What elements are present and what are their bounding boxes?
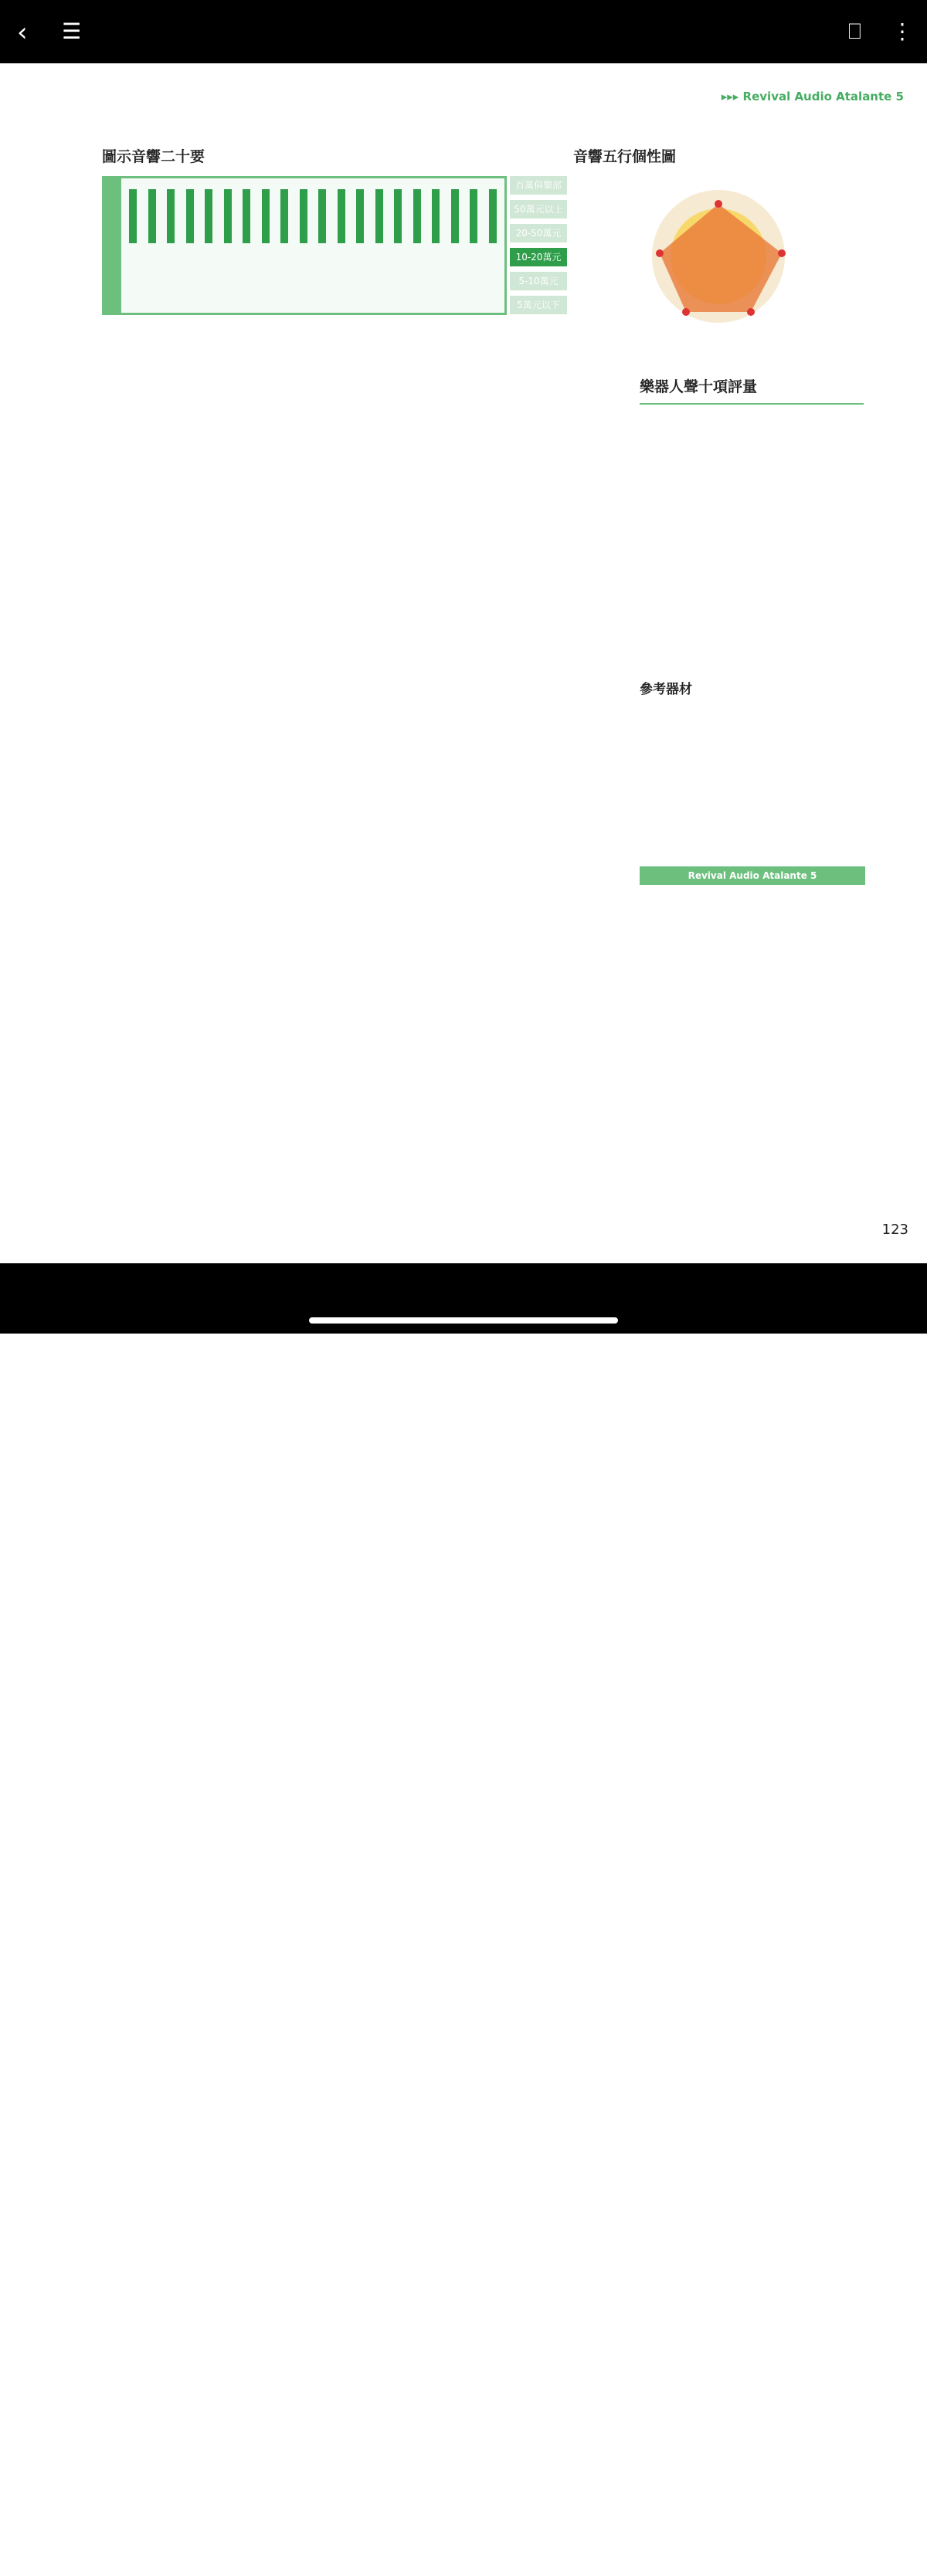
graph-bar	[129, 189, 137, 243]
refs-title: 參考器材	[640, 682, 692, 697]
spec-title: Revival Audio Atalante 5	[640, 867, 864, 884]
graph-bar	[186, 189, 194, 243]
graph-bar	[470, 189, 477, 243]
graph-bar	[167, 189, 175, 243]
watermark: 耳机俱乐部论坛	[833, 2563, 908, 2575]
radar-title: 音響五行個性圖	[573, 148, 677, 165]
top-bar	[0, 0, 927, 63]
graph-bar	[280, 189, 288, 243]
graph-bar	[375, 189, 383, 243]
graph-bar	[318, 189, 326, 243]
price-level: 百萬俱樂部	[510, 176, 567, 195]
graph-bar	[300, 189, 307, 243]
graph-bar	[148, 189, 156, 243]
graph-bar	[205, 189, 212, 243]
menu-icon[interactable]: ☰	[62, 19, 82, 44]
twenty-points-graph	[102, 176, 507, 315]
price-level: 5萬元以下	[510, 296, 567, 314]
graph-side-label	[104, 178, 121, 313]
graph-bar	[432, 189, 440, 243]
graph-bar	[262, 189, 270, 243]
graph-bar	[413, 189, 421, 243]
five-elements-radar	[649, 187, 788, 326]
graph-bar	[338, 189, 345, 243]
graph-title: 圖示音響二十要	[102, 148, 205, 165]
eval-title: 樂器人聲十項評量	[640, 378, 758, 395]
graph-bar	[356, 189, 364, 243]
evaluation-table	[640, 403, 864, 405]
price-level: 20-50萬元	[510, 224, 567, 242]
bookmark-icon[interactable]: ⎕	[848, 19, 861, 44]
graph-bar	[243, 189, 250, 243]
header-tag: ▸▸▸ Revival Audio Atalante 5	[721, 90, 904, 103]
more-icon[interactable]: ⋮	[891, 19, 913, 44]
price-level: 5-10萬元	[510, 272, 567, 290]
magazine-page	[0, 63, 927, 1263]
graph-bar	[394, 189, 402, 243]
page-number: 123	[881, 1222, 908, 1238]
spec-table	[640, 866, 865, 885]
price-level: 10-20萬元	[510, 248, 567, 266]
home-indicator[interactable]	[309, 1317, 618, 1324]
back-icon[interactable]: ‹	[17, 17, 28, 48]
graph-bar	[224, 189, 232, 243]
graph-bar	[451, 189, 459, 243]
price-level: 50萬元以上	[510, 200, 567, 219]
graph-bar	[489, 189, 497, 243]
